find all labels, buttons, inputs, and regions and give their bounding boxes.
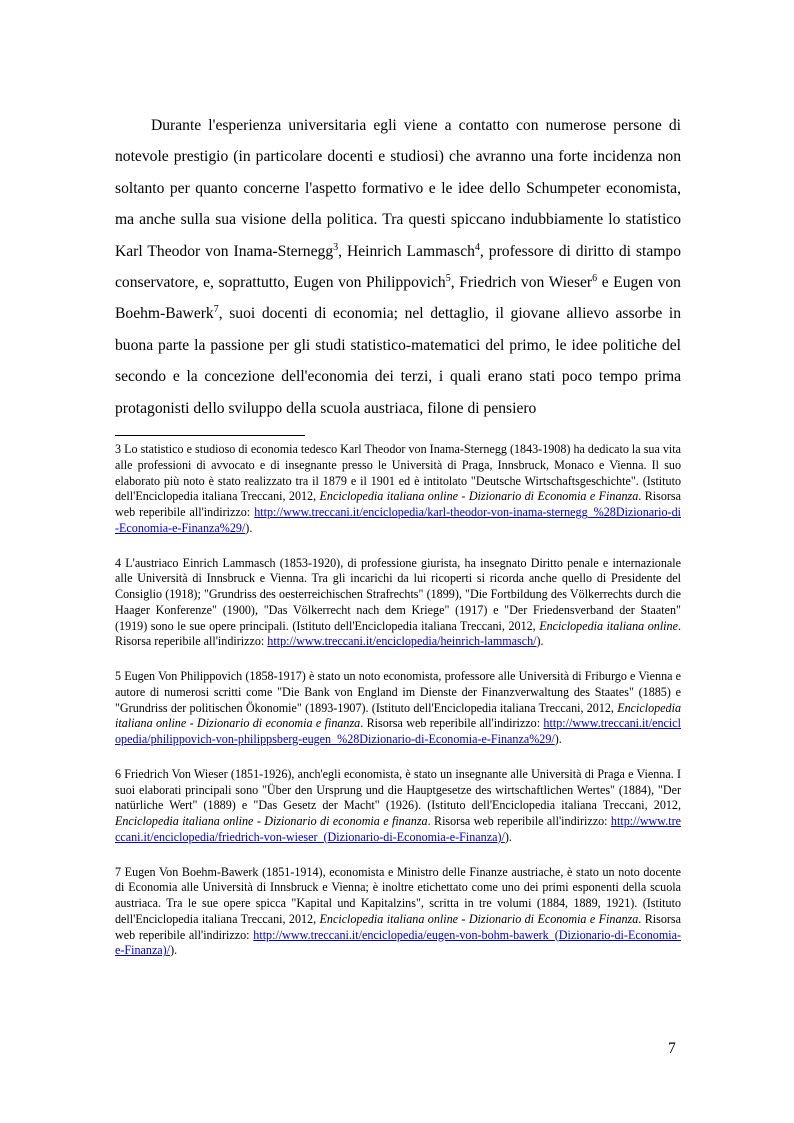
footnote-ref-6[interactable]: 6 (592, 272, 598, 284)
source-title: Enciclopedia italiana online (539, 618, 678, 633)
paragraph-text: , suoi docenti di economia; nel dettaglio, il giovane allievo assorbe in buona parte la passione per gli studi statistico-matematici del primo, le idee politiche del secondo e la concezione dell'economia dei terzi, i quali erano stati poco tempo prima protagonisti dello sviluppo della scuola austriaca, filone di pensiero (115, 305, 681, 417)
body-paragraph (115, 110, 681, 424)
page-number: 7 (668, 1040, 676, 1057)
footnote-separator (115, 435, 305, 436)
footnote-ref-3[interactable]: 3 (333, 241, 339, 253)
footnote-7: 7 Eugen Von Boehm-Bawerk (1851-1914), economista e Ministro delle Finanze austriache, è stato un noto docente di Economia alle Università di Innsbruck e Vienna; è inoltre etichettato come uno dei primi esponenti della scuola austriaca. Tra le sue opere spicca "Kapital und Kapitalzins", scritta in tre volumi (1884, 1889, 1921). (Istituto dell'Enciclopedia italiana Treccani, 2012, Enciclopedia italiana online - Dizionario di Economia e Finanza. Risorsa web reperibile all'indirizzo: http://www.treccani.it/enciclopedia/eugen-von-bohm-bawerk_(Dizionario-di-Economia-e-Finanza)/). (115, 864, 682, 958)
source-title: Enciclopedia italiana online - Dizionario di Economia e Finanza (319, 911, 639, 926)
paragraph-text: Durante l'esperienza universitaria egli viene a contatto con numerose persone di notevole prestigio (in particolare docenti e studiosi) che avranno una forte incidenza non soltanto per quanto concerne l'aspetto formativo e le idee dello Schumpeter economista, ma anche sulla sua visione della politica. Tra questi spiccano indubbiamente lo statistico Karl Theodor von Inama-Sternegg (115, 117, 681, 260)
footnote-5: 5 Eugen Von Philippovich (1858-1917) è stato un noto economista, professore alle Università di Friburgo e Vienna e autore di numerosi scritti come "Die Bank von England im Dienste der Finanzverwaltung des Staates" (1885) e "Grundriss der politischen Ökonomie" (1893-1907). (Istituto dell'Enciclopedia italiana Treccani, 2012, Enciclopedia italiana online - Dizionario di economia e finanza. Risorsa web reperibile all'indirizzo: http://www.treccani.it/enciclopedia/philippovich-von-philippsberg-eugen_%28Dizionario-di-Economia-e-Finanza%29/). (115, 669, 681, 746)
footnote-6: 6 Friedrich Von Wieser (1851-1926), anch'egli economista, è stato un insegnante alle Università di Praga e Vienna. I suoi elaborati principali sono "Über den Ursprung und die Hauptgesetze des wirtschaftlichen Wertes" (1884), "Der natürliche Wert" (1889) e "Das Gesetz der Macht" (1926). (Istituto dell'Enciclopedia italiana Treccani, 2012, Enciclopedia italiana online - Dizionario di economia e finanza. Risorsa web reperibile all'indirizzo: http://www.treccani.it/enciclopedia/friedrich-von-wieser_(Dizionario-di-Economia-e-Finanza)/). (115, 766, 682, 844)
body-text (115, 110, 681, 424)
paragraph-text: , professore di diritto di stampo conservatore, e, soprattutto, Eugen von Philippovich (115, 242, 681, 292)
paragraph-text: e Eugen von Boehm-Bawerk (115, 274, 681, 323)
footnote-ref-4[interactable]: 4 (474, 241, 480, 253)
footnote-link[interactable]: http://www.treccani.it/enciclopedia/friedrich-von-wieser_(Dizionario-di-Economia-e-Finanza)/ (115, 814, 682, 844)
source-title: Enciclopedia italiana online - Dizionario di economia e finanza (115, 814, 428, 828)
footnote-3: 3 Lo statistico e studioso di economia tedesco Karl Theodor von Inama-Sternegg (1843-1908) ha dedicato la sua vita alle professioni di avvocato e di insegnante presso le Università di Praga, Innsbruck, Monaco e Vienna. Il suo elaborato più noto è stato realizzato tra il 1879 e il 1901 ed è intitolato "Deutsche Wirtschaftsgeschichte". (Istituto dell'Enciclopedia italiana Treccani, 2012, Enciclopedia italiana online - Dizionario di Economia e Finanza. Risorsa web reperibile all'indirizzo: http://www.treccani.it/enciclopedia/karl-theodor-von-inama-sternegg_%28Dizionario-di-Economia-e-Finanza%29/). (115, 442, 682, 535)
footnote-4: 4 L'austriaco Einrich Lammasch (1853-1920), di professione giurista, ha insegnato Diritto penale e internazionale alle Università di Innsbruck e Vienna. Tra gli incarichi da lui ricoperti si ricorda anche quello di Presidente del Consiglio (1918); "Grundriss des oesterreichischen Strafrechts" (1899), "Die Fortbildung des Völkerrechts durch die Haager Konferenze" (1900), "Das Völkerrecht nach dem Kriege" (1917) e "Der Friedensverband der Staaten" (1919) sono le sue opere principali. (Istituto dell'Enciclopedia italiana Treccani, 2012, Enciclopedia italiana online. Risorsa reperibile all'indirizzo: http://www.treccani.it/enciclopedia/heinrich-lammasch/). (115, 555, 681, 649)
footnotes (115, 442, 681, 978)
footnote-link[interactable]: http://www.treccani.it/enciclopedia/heinrich-lammasch/ (267, 634, 537, 649)
paragraph-text: , Heinrich Lammasch (338, 242, 475, 260)
paragraph-text: , Friedrich von Wieser (450, 274, 593, 292)
footnote-ref-5[interactable]: 5 (445, 272, 451, 284)
source-title: Enciclopedia italiana online - Dizionario di economia e finanza (115, 700, 681, 731)
footnote-ref-7[interactable]: 7 (213, 304, 219, 316)
footnote-link[interactable]: http://www.treccani.it/enciclopedia/eugen-von-bohm-bawerk_(Dizionario-di-Economia-e-Finanza)/ (115, 927, 681, 958)
source-title: Enciclopedia italiana online - Dizionario di Economia e Finanza (319, 489, 639, 504)
footnote-link[interactable]: http://www.treccani.it/enciclopedia/karl-theodor-von-inama-sternegg_%28Dizionario-di-Economia-e-Finanza%29/ (115, 505, 681, 535)
footnote-link[interactable]: http://www.treccani.it/enciclopedia/philippovich-von-philippsberg-eugen_%28Dizionario-di-Economia-e-Finanza%29/ (115, 716, 681, 746)
